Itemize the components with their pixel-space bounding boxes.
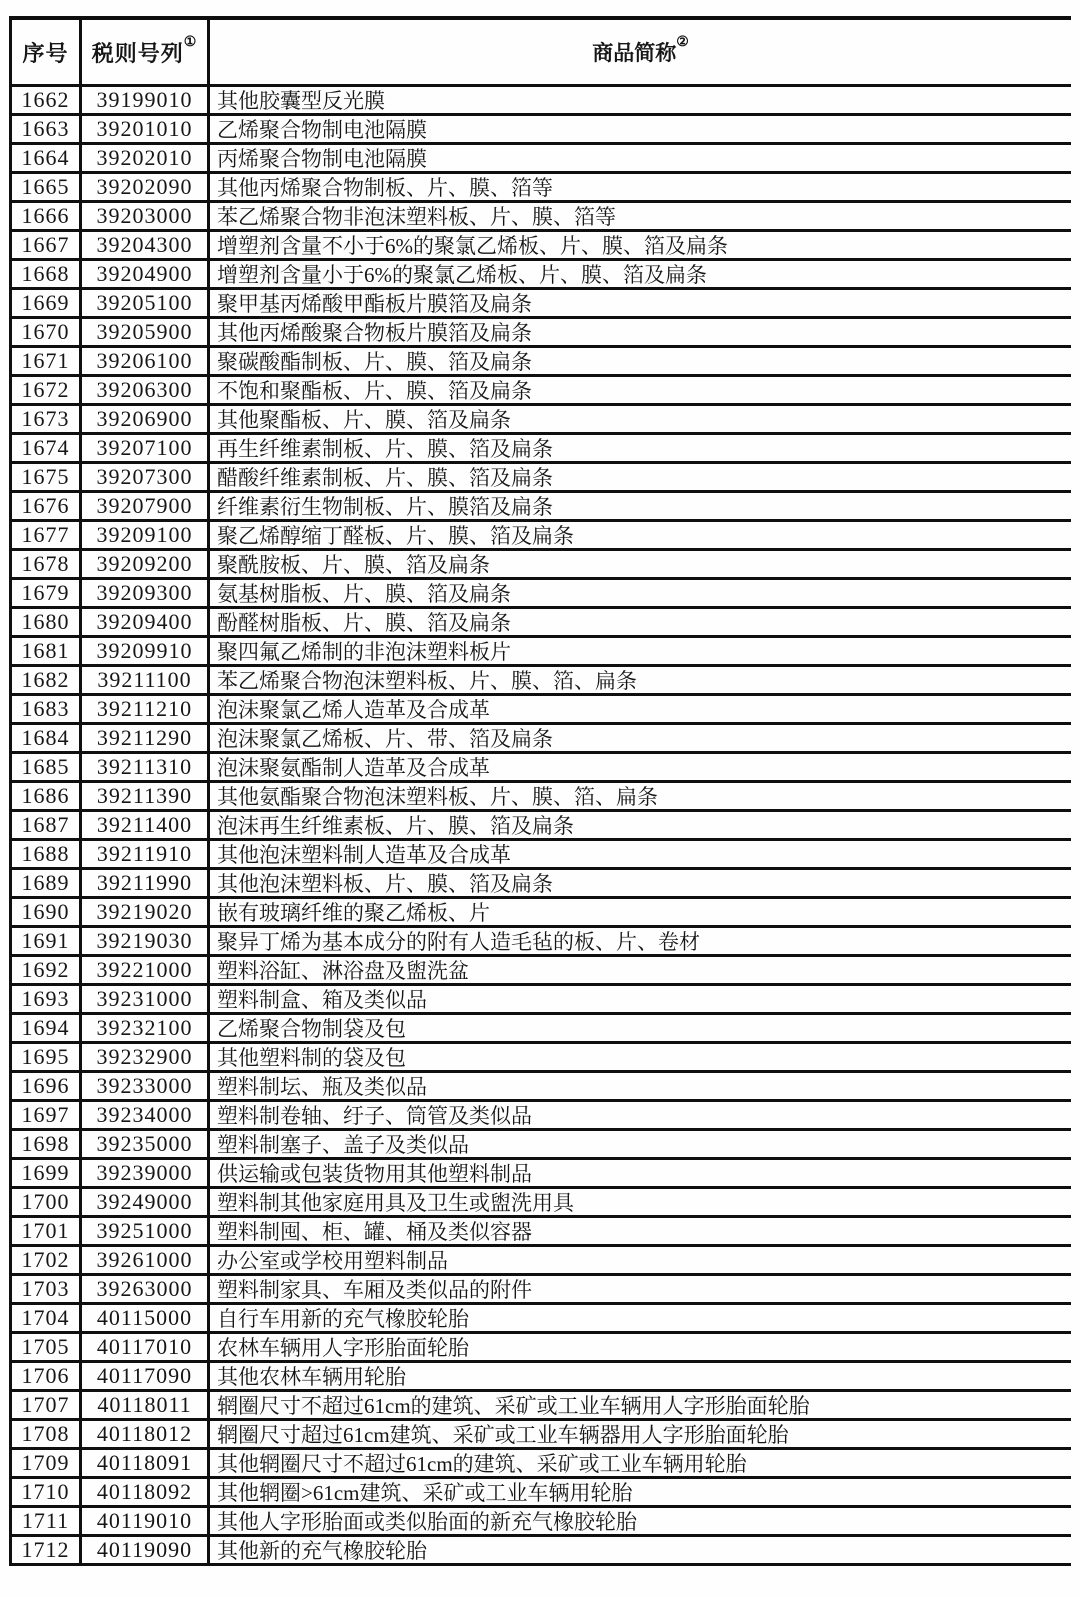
- cell-name: 塑料制家具、车厢及类似品的附件: [217, 1278, 532, 1302]
- cell-seq: 1702: [12, 1247, 82, 1273]
- cell-seq: 1668: [12, 261, 82, 287]
- cell-seq: 1697: [12, 1102, 82, 1128]
- cell-seq: 1674: [12, 435, 82, 461]
- cell-code: 39207100: [82, 435, 210, 461]
- cell-name: 苯乙烯聚合物非泡沫塑料板、片、膜、箔等: [217, 205, 616, 229]
- cell-seq: 1683: [12, 696, 82, 722]
- table-row: [12, 1102, 1071, 1131]
- cell-code: 39207900: [82, 493, 210, 519]
- cell-code: 39202010: [82, 145, 210, 171]
- cell-name: 再生纤维素制板、片、膜、箔及扁条: [217, 437, 553, 461]
- cell-code: 39206100: [82, 348, 210, 374]
- cell-code: 40117010: [82, 1334, 210, 1360]
- table-row: [12, 812, 1071, 841]
- cell-name: 供运输或包装货物用其他塑料制品: [217, 1162, 532, 1186]
- table-row: [12, 145, 1071, 174]
- header-name-label: 商品简称: [592, 41, 677, 65]
- cell-code: 39204900: [82, 261, 210, 287]
- cell-code: 40118092: [82, 1479, 210, 1505]
- cell-code: 39201010: [82, 116, 210, 142]
- table-row: [12, 290, 1071, 319]
- table-row: [12, 1073, 1071, 1102]
- cell-code: 39206300: [82, 377, 210, 403]
- cell-code: 39233000: [82, 1073, 210, 1099]
- cell-seq: 1681: [12, 638, 82, 664]
- cell-seq: 1712: [12, 1537, 82, 1563]
- cell-seq: 1663: [12, 116, 82, 142]
- cell-code: 39209910: [82, 638, 210, 664]
- table-row: [12, 1247, 1071, 1276]
- header-name: 商品简称 ②: [592, 35, 689, 65]
- table-row: [12, 1131, 1071, 1160]
- cell-name: 塑料浴缸、淋浴盘及盥洗盆: [217, 959, 469, 983]
- table-row: [12, 1218, 1071, 1247]
- cell-name: 办公室或学校用塑料制品: [217, 1249, 448, 1273]
- table-row: [12, 522, 1071, 551]
- cell-name: 泡沫再生纤维素板、片、膜、箔及扁条: [217, 814, 574, 838]
- cell-code: 39235000: [82, 1131, 210, 1157]
- cell-name: 苯乙烯聚合物泡沫塑料板、片、膜、箔、扁条: [217, 669, 637, 693]
- cell-seq: 1665: [12, 174, 82, 200]
- table-row: [12, 957, 1071, 986]
- cell-code: 39203000: [82, 203, 210, 229]
- cell-seq: 1709: [12, 1450, 82, 1476]
- cell-seq: 1677: [12, 522, 82, 548]
- cell-seq: 1684: [12, 725, 82, 751]
- cell-name: 聚碳酸酯制板、片、膜、箔及扁条: [217, 350, 532, 374]
- cell-name: 塑料制其他家庭用具及卫生或盥洗用具: [217, 1191, 574, 1215]
- table-row: [12, 609, 1071, 638]
- cell-name: 农林车辆用人字形胎面轮胎: [217, 1336, 469, 1360]
- cell-seq: 1711: [12, 1508, 82, 1534]
- cell-name: 辋圈尺寸不超过61cm的建筑、采矿或工业车辆用人字形胎面轮胎: [217, 1394, 810, 1418]
- cell-code: 40115000: [82, 1305, 210, 1331]
- table-row: [12, 319, 1071, 348]
- cell-name: 辋圈尺寸超过61cm建筑、采矿或工业车辆器用人字形胎面轮胎: [217, 1423, 789, 1447]
- cell-name: 聚四氟乙烯制的非泡沫塑料板片: [217, 640, 511, 664]
- cell-name: 乙烯聚合物制电池隔膜: [217, 118, 427, 142]
- cell-name: 其他丙烯聚合物制板、片、膜、箔等: [217, 176, 553, 200]
- cell-code: 39239000: [82, 1160, 210, 1186]
- table-row: [12, 87, 1071, 116]
- cell-code: 39211390: [82, 783, 210, 809]
- cell-seq: 1696: [12, 1073, 82, 1099]
- cell-code: 39205900: [82, 319, 210, 345]
- cell-code: 39206900: [82, 406, 210, 432]
- cell-name: 纤维素衍生物制板、片、膜箔及扁条: [217, 495, 553, 519]
- cell-seq: 1703: [12, 1276, 82, 1302]
- cell-name: 自行车用新的充气橡胶轮胎: [217, 1307, 469, 1331]
- table-body: [12, 87, 1071, 1566]
- cell-seq: 1687: [12, 812, 82, 838]
- table-row: [12, 232, 1071, 261]
- table-row: [12, 783, 1071, 812]
- cell-seq: 1682: [12, 667, 82, 693]
- cell-seq: 1701: [12, 1218, 82, 1244]
- cell-name: 塑料制囤、柜、罐、桶及类似容器: [217, 1220, 532, 1244]
- cell-code: 39204300: [82, 232, 210, 258]
- table-row: [12, 870, 1071, 899]
- cell-seq: 1707: [12, 1392, 82, 1418]
- table-row: [12, 1392, 1071, 1421]
- header-seq: [12, 20, 82, 84]
- cell-code: 39209300: [82, 580, 210, 606]
- cell-seq: 1710: [12, 1479, 82, 1505]
- cell-code: 40118012: [82, 1421, 210, 1447]
- cell-name: 酚醛树脂板、片、膜、箔及扁条: [217, 611, 511, 635]
- cell-seq: 1694: [12, 1015, 82, 1041]
- table-row: [12, 580, 1071, 609]
- table-row: [12, 725, 1071, 754]
- cell-seq: 1705: [12, 1334, 82, 1360]
- table-row: [12, 1421, 1071, 1450]
- cell-code: 39211310: [82, 754, 210, 780]
- cell-name: 聚甲基丙烯酸甲酯板片膜箔及扁条: [217, 292, 532, 316]
- cell-code: 40118091: [82, 1450, 210, 1476]
- cell-code: 39261000: [82, 1247, 210, 1273]
- cell-name: 塑料制盒、箱及类似品: [217, 988, 427, 1012]
- table-row: [12, 203, 1071, 232]
- cell-name: 其他塑料制的袋及包: [217, 1046, 406, 1070]
- cell-seq: 1680: [12, 609, 82, 635]
- table-row: [12, 696, 1071, 725]
- tariff-table: [9, 16, 1071, 1566]
- cell-code: 39221000: [82, 957, 210, 983]
- cell-seq: 1690: [12, 899, 82, 925]
- cell-seq: 1700: [12, 1189, 82, 1215]
- table-row: [12, 1015, 1071, 1044]
- cell-seq: 1666: [12, 203, 82, 229]
- cell-code: 39199010: [82, 87, 210, 113]
- cell-name: 醋酸纤维素制板、片、膜、箔及扁条: [217, 466, 553, 490]
- table-row: [12, 348, 1071, 377]
- table-row: [12, 1363, 1071, 1392]
- cell-name: 其他氨酯聚合物泡沫塑料板、片、膜、箔、扁条: [217, 785, 658, 809]
- table-row: [12, 406, 1071, 435]
- cell-name: 泡沫聚氯乙烯板、片、带、箔及扁条: [217, 727, 553, 751]
- table-row: [12, 435, 1071, 464]
- cell-name: 增塑剂含量不小于6%的聚氯乙烯板、片、膜、箔及扁条: [217, 234, 728, 258]
- table-row: [12, 1334, 1071, 1363]
- table-row: [12, 928, 1071, 957]
- table-row: [12, 1537, 1071, 1566]
- cell-seq: 1664: [12, 145, 82, 171]
- table-row: [12, 493, 1071, 522]
- cell-seq: 1671: [12, 348, 82, 374]
- cell-seq: 1667: [12, 232, 82, 258]
- table-row: [12, 638, 1071, 667]
- cell-code: 39219020: [82, 899, 210, 925]
- table-row: [12, 1044, 1071, 1073]
- cell-code: 39232100: [82, 1015, 210, 1041]
- cell-code: 39205100: [82, 290, 210, 316]
- header-code-label: 税则号列: [91, 40, 184, 66]
- cell-code: 39209400: [82, 609, 210, 635]
- cell-code: 39211290: [82, 725, 210, 751]
- cell-name: 其他泡沫塑料板、片、膜、箔及扁条: [217, 872, 553, 896]
- cell-seq: 1675: [12, 464, 82, 490]
- cell-seq: 1685: [12, 754, 82, 780]
- cell-name: 聚乙烯醇缩丁醛板、片、膜、箔及扁条: [217, 524, 574, 548]
- cell-code: 39209100: [82, 522, 210, 548]
- cell-code: 39209200: [82, 551, 210, 577]
- cell-code: 39251000: [82, 1218, 210, 1244]
- header-code: 税则号列 ①: [82, 20, 210, 84]
- cell-seq: 1678: [12, 551, 82, 577]
- table-row: [12, 1189, 1071, 1218]
- table-row: [12, 116, 1071, 145]
- cell-seq: 1679: [12, 580, 82, 606]
- table-row: [12, 1450, 1071, 1479]
- table-row: [12, 464, 1071, 493]
- cell-name: 不饱和聚酯板、片、膜、箔及扁条: [217, 379, 532, 403]
- cell-seq: 1708: [12, 1421, 82, 1447]
- table-row: [12, 1160, 1071, 1189]
- cell-name: 氨基树脂板、片、膜、箔及扁条: [217, 582, 511, 606]
- cell-code: 39211400: [82, 812, 210, 838]
- cell-code: 39232900: [82, 1044, 210, 1070]
- cell-seq: 1698: [12, 1131, 82, 1157]
- cell-seq: 1695: [12, 1044, 82, 1070]
- cell-name: 其他聚酯板、片、膜、箔及扁条: [217, 408, 511, 432]
- cell-name: 泡沫聚氯乙烯人造革及合成革: [217, 698, 490, 722]
- table-row: [12, 841, 1071, 870]
- table-row: [12, 551, 1071, 580]
- cell-seq: 1706: [12, 1363, 82, 1389]
- cell-seq: 1688: [12, 841, 82, 867]
- cell-seq: 1669: [12, 290, 82, 316]
- cell-code: 39219030: [82, 928, 210, 954]
- cell-name: 其他农林车辆用轮胎: [217, 1365, 406, 1389]
- table-row: [12, 174, 1071, 203]
- table-row: [12, 754, 1071, 783]
- table-row: [12, 1479, 1071, 1508]
- cell-name: 塑料制坛、瓶及类似品: [217, 1075, 427, 1099]
- cell-name: 其他辋圈>61cm建筑、采矿或工业车辆用轮胎: [217, 1481, 633, 1505]
- table-header-row: [12, 20, 1071, 87]
- table-row: [12, 377, 1071, 406]
- cell-code: 40117090: [82, 1363, 210, 1389]
- cell-code: 40119010: [82, 1508, 210, 1534]
- cell-name: 其他丙烯酸聚合物板片膜箔及扁条: [217, 321, 532, 345]
- cell-name: 增塑剂含量小于6%的聚氯乙烯板、片、膜、箔及扁条: [217, 263, 707, 287]
- cell-code: 39211100: [82, 667, 210, 693]
- table-row: [12, 1305, 1071, 1334]
- cell-code: 39202090: [82, 174, 210, 200]
- cell-name: 乙烯聚合物制袋及包: [217, 1017, 406, 1041]
- cell-name: 嵌有玻璃纤维的聚乙烯板、片: [217, 901, 490, 925]
- cell-name: 其他人字形胎面或类似胎面的新充气橡胶轮胎: [217, 1510, 637, 1534]
- header-seq-label: 序号: [22, 40, 69, 66]
- cell-seq: 1672: [12, 377, 82, 403]
- cell-name: 泡沫聚氨酯制人造革及合成革: [217, 756, 490, 780]
- cell-code: 39249000: [82, 1189, 210, 1215]
- cell-code: 39234000: [82, 1102, 210, 1128]
- cell-code: 39211990: [82, 870, 210, 896]
- table-row: [12, 1508, 1071, 1537]
- table-row: [12, 899, 1071, 928]
- cell-name: 聚异丁烯为基本成分的附有人造毛毡的板、片、卷材: [217, 930, 700, 954]
- table-row: [12, 261, 1071, 290]
- cell-name: 塑料制卷轴、纡子、筒管及类似品: [217, 1104, 532, 1128]
- cell-name: 其他泡沫塑料制人造革及合成革: [217, 843, 511, 867]
- cell-code: 39231000: [82, 986, 210, 1012]
- cell-seq: 1704: [12, 1305, 82, 1331]
- cell-seq: 1686: [12, 783, 82, 809]
- cell-seq: 1699: [12, 1160, 82, 1186]
- cell-seq: 1676: [12, 493, 82, 519]
- cell-seq: 1693: [12, 986, 82, 1012]
- cell-name: 其他胶囊型反光膜: [217, 89, 385, 113]
- cell-seq: 1673: [12, 406, 82, 432]
- cell-seq: 1670: [12, 319, 82, 345]
- cell-name: 其他辋圈尺寸不超过61cm的建筑、采矿或工业车辆用轮胎: [217, 1452, 747, 1476]
- table-row: [12, 667, 1071, 696]
- cell-code: 39211910: [82, 841, 210, 867]
- cell-code: 40119090: [82, 1537, 210, 1563]
- cell-seq: 1689: [12, 870, 82, 896]
- table-row: [12, 986, 1071, 1015]
- cell-code: 40118011: [82, 1392, 210, 1418]
- cell-seq: 1691: [12, 928, 82, 954]
- cell-name: 丙烯聚合物制电池隔膜: [217, 147, 427, 171]
- cell-code: 39263000: [82, 1276, 210, 1302]
- table-row: [12, 1276, 1071, 1305]
- cell-name: 聚酰胺板、片、膜、箔及扁条: [217, 553, 490, 577]
- cell-code: 39211210: [82, 696, 210, 722]
- cell-code: 39207300: [82, 464, 210, 490]
- cell-name: 其他新的充气橡胶轮胎: [217, 1539, 427, 1563]
- cell-name: 塑料制塞子、盖子及类似品: [217, 1133, 469, 1157]
- cell-seq: 1692: [12, 957, 82, 983]
- cell-seq: 1662: [12, 87, 82, 113]
